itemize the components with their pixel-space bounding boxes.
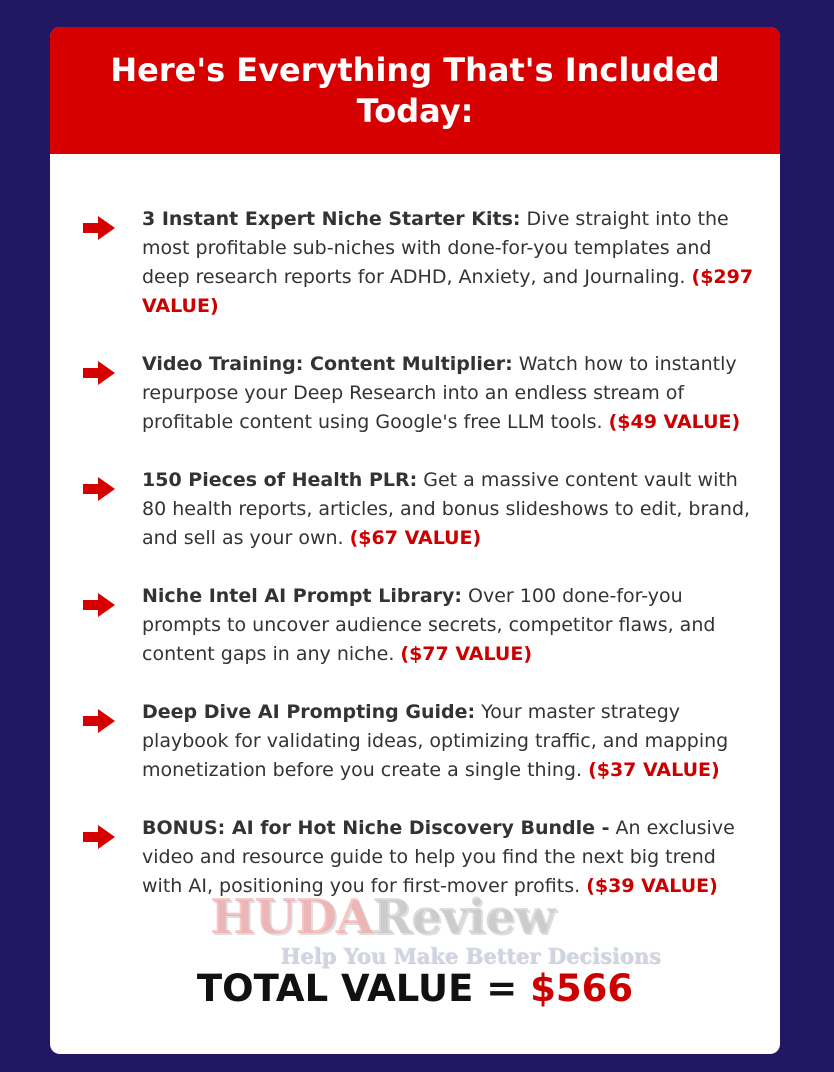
item-title: Niche Intel AI Prompt Library: <box>142 585 462 607</box>
item-value: ($297 VALUE) <box>142 266 754 317</box>
item-text <box>142 466 760 553</box>
offer-card <box>50 27 780 1054</box>
list-item <box>50 698 780 785</box>
list-item <box>50 582 780 669</box>
total-amount: $566 <box>530 967 634 1010</box>
list-item <box>50 814 780 901</box>
right-arrow-icon <box>81 591 117 619</box>
list-item <box>50 466 780 553</box>
item-description: Dive straight into the most profitable sub-niches with done-for-you templates and deep research reports for ADHD, Anxiety, and Journaling. <box>142 208 729 288</box>
watermark-brand-b: Review <box>372 889 555 945</box>
list-item <box>50 205 780 321</box>
item-description: An exclusive video and resource guide to help you find the next big trend with AI, positioning you for first-mover profits. <box>142 817 735 897</box>
item-text <box>142 205 760 321</box>
item-text <box>142 814 760 901</box>
item-text <box>142 698 760 785</box>
item-title: Video Training: Content Multiplier: <box>142 353 513 375</box>
right-arrow-icon <box>81 707 117 735</box>
item-description: Your master strategy playbook for validating ideas, optimizing traffic, and mapping monetization before you create a single thing. <box>142 701 729 781</box>
item-description: Over 100 done-for-you prompts to uncover audience secrets, competitor flaws, and content gaps in any niche. <box>142 585 716 665</box>
item-value: ($77 VALUE) <box>400 643 533 665</box>
watermark-brand-a: HUDA <box>210 889 373 945</box>
right-arrow-icon <box>81 214 117 242</box>
item-title: Deep Dive AI Prompting Guide: <box>142 701 476 723</box>
item-value: ($37 VALUE) <box>588 759 720 781</box>
card-header <box>50 27 780 154</box>
item-title: 150 Pieces of Health PLR: <box>142 469 418 491</box>
watermark-tagline: Help You Make Better Decisions <box>280 943 661 968</box>
page-title: Here's Everything That's Included Today: <box>110 50 720 130</box>
item-text <box>142 350 760 437</box>
right-arrow-icon <box>81 475 117 503</box>
item-value: ($39 VALUE) <box>586 875 718 897</box>
total-label: TOTAL VALUE = <box>196 967 531 1010</box>
right-arrow-icon <box>81 823 117 851</box>
right-arrow-icon <box>81 359 117 387</box>
total-value <box>50 967 780 1010</box>
item-description: Watch how to instantly repurpose your Deep Research into an endless stream of profitable content using Google's free LLM tools. <box>142 353 737 433</box>
item-description: Get a massive content vault with 80 health reports, articles, and bonus slideshows to edit, brand, and sell as your own. <box>142 469 751 549</box>
item-value: ($49 VALUE) <box>608 411 741 433</box>
item-title: BONUS: AI for Hot Niche Discovery Bundle - <box>142 817 610 839</box>
item-title: 3 Instant Expert Niche Starter Kits: <box>142 208 521 230</box>
list-item <box>50 350 780 437</box>
included-items-list <box>50 205 780 930</box>
item-text <box>142 582 760 669</box>
item-value: ($67 VALUE) <box>349 527 482 549</box>
